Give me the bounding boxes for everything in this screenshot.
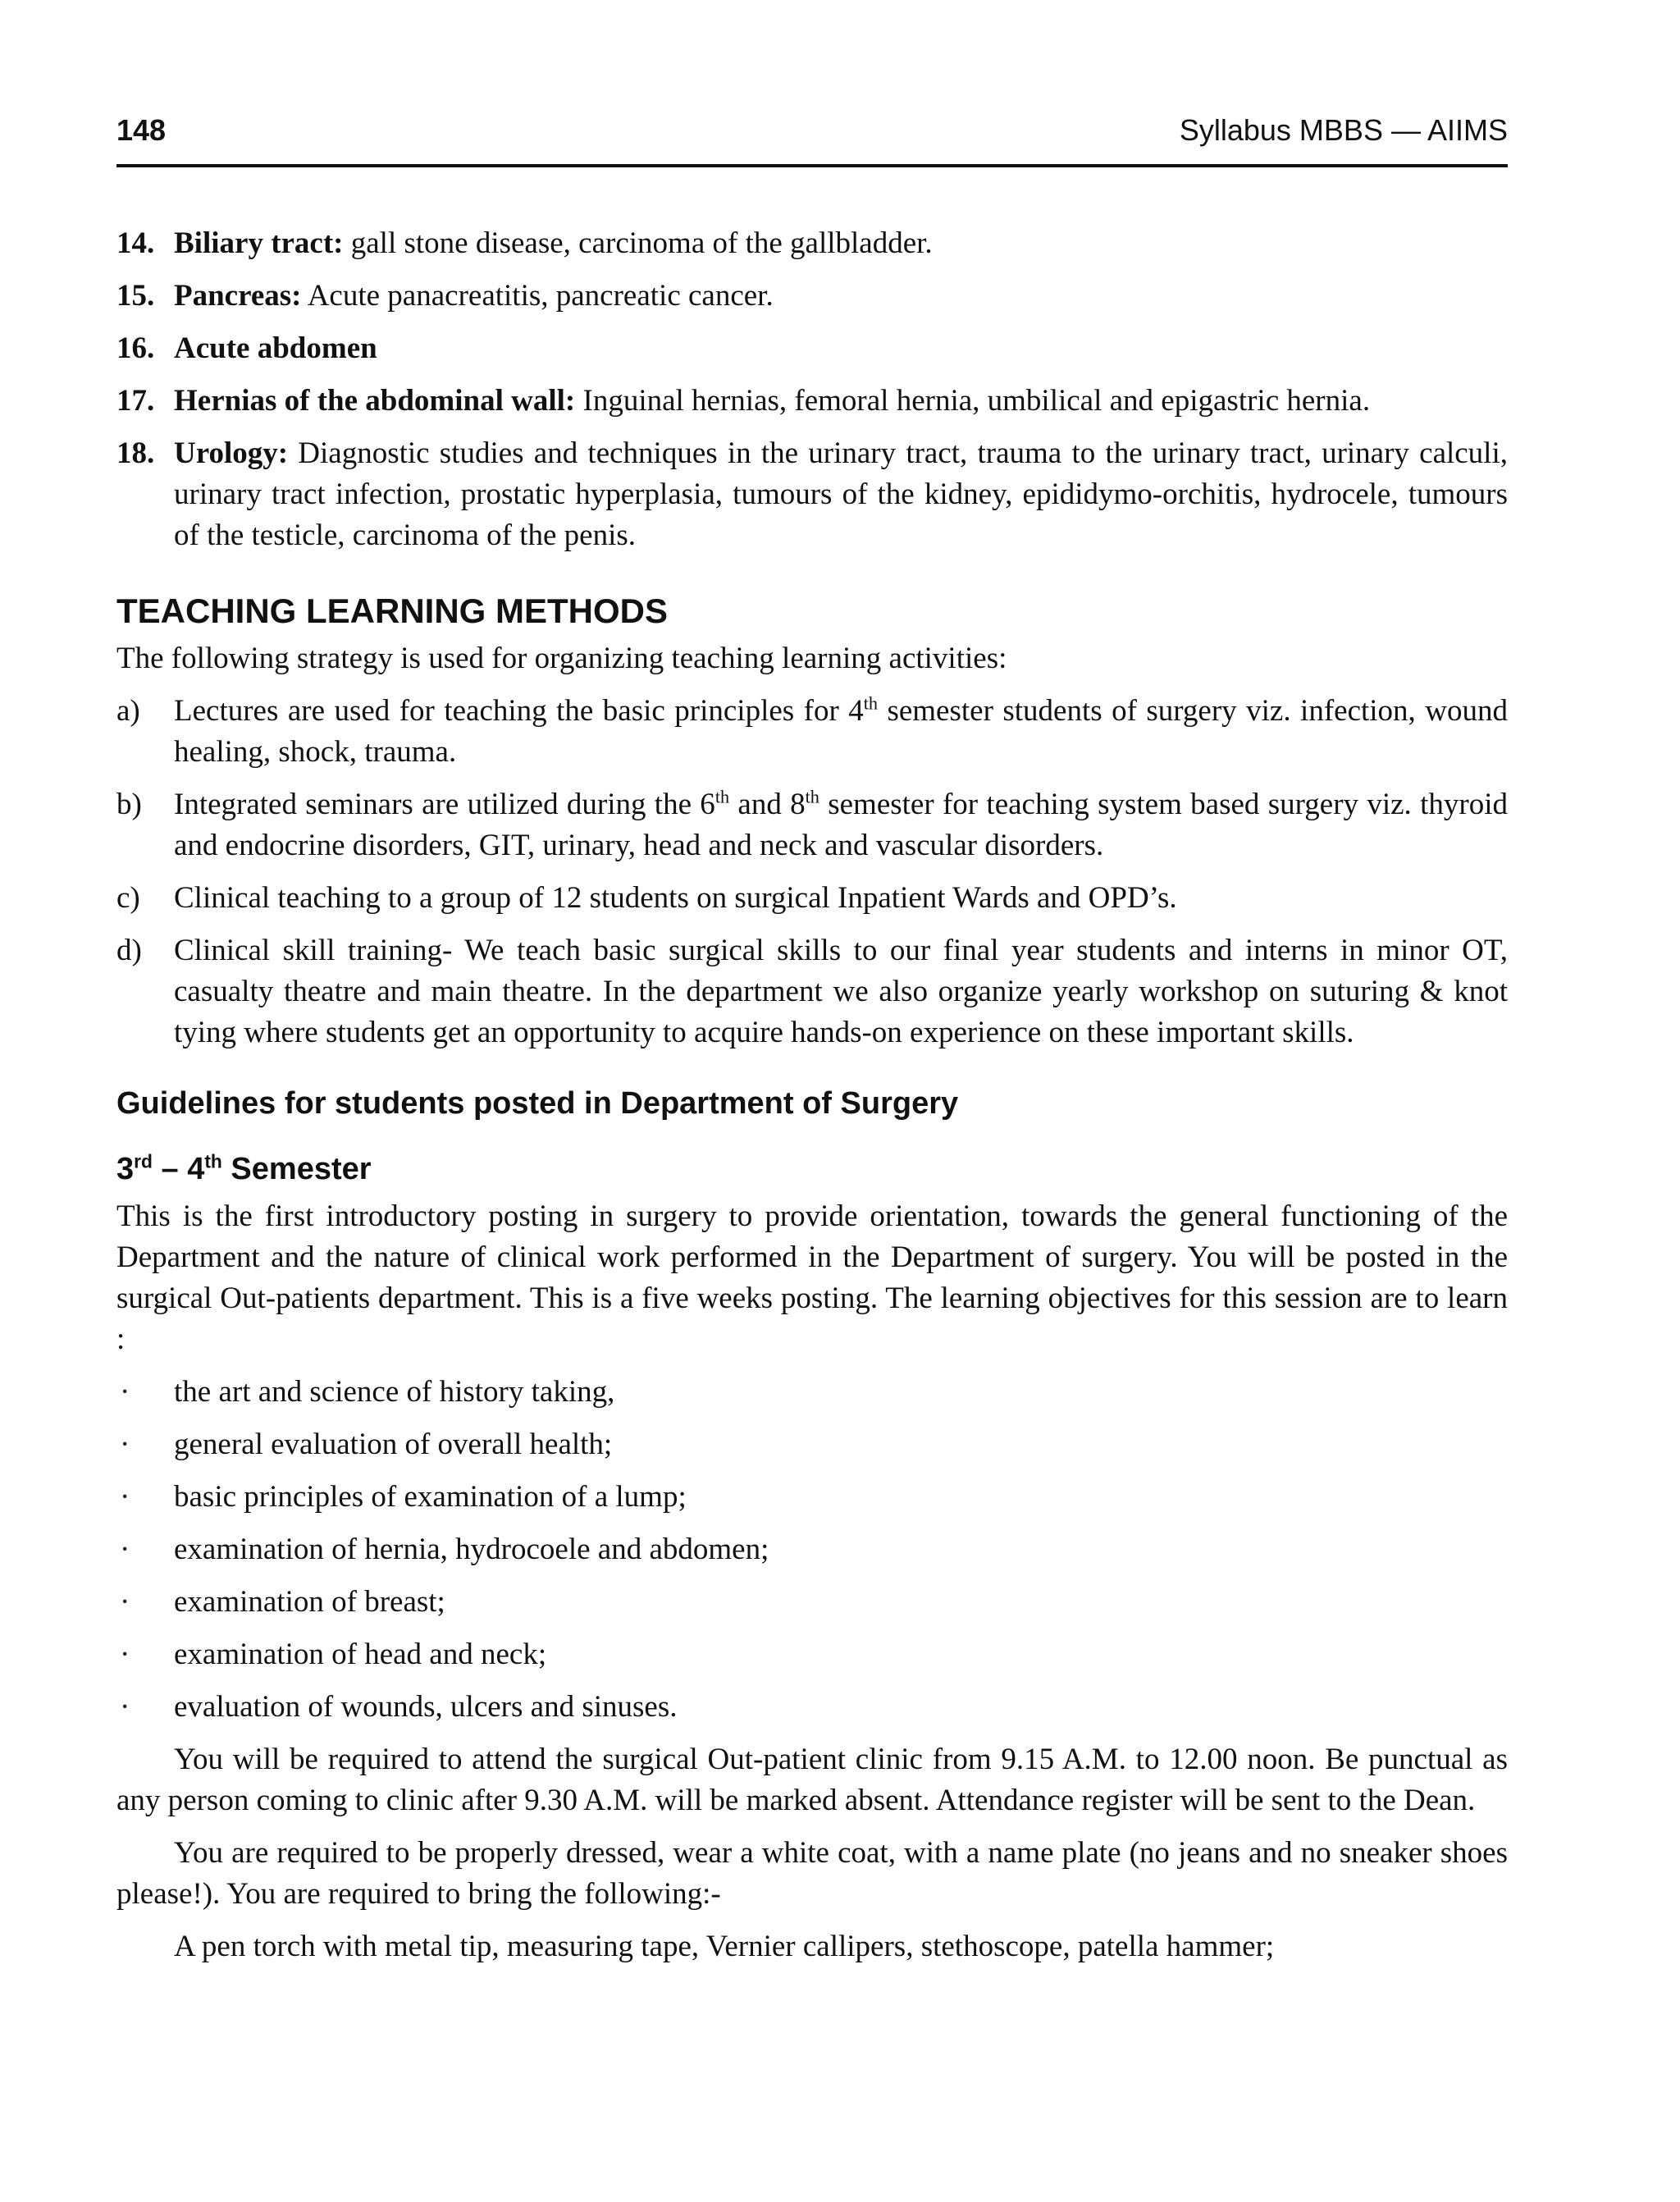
topic-item (116, 381, 1508, 422)
equipment-paragraph: A pen torch with metal tip, measuring tape, Vernier callipers, stethoscope, patella hammer; (174, 1930, 1275, 1963)
semester-number: – 4 (152, 1152, 205, 1186)
item-text: and 8 (729, 788, 806, 821)
bullet-icon: · (120, 1638, 130, 1671)
ordinal-suffix: rd (134, 1150, 153, 1172)
item-marker: a) (116, 694, 140, 728)
teaching-item (116, 691, 1508, 773)
ordinal-suffix: th (863, 692, 878, 714)
guidelines-heading: Guidelines for students posted in Department of Surgery (116, 1086, 959, 1121)
topic-number: 18. (116, 436, 155, 470)
topic-item (116, 328, 1508, 369)
topic-number: 17. (116, 384, 155, 418)
topic-label: Pancreas: (174, 279, 302, 313)
bullet-icon: · (120, 1585, 130, 1619)
ordinal-suffix: th (204, 1150, 222, 1172)
list-item (116, 1424, 1508, 1465)
bullet-icon: · (120, 1428, 130, 1461)
bullet-icon: · (120, 1533, 130, 1566)
topic-label: Acute abdomen (174, 331, 377, 365)
item-text: semester students of surgery viz. infection, wound healing, shock, trauma. (174, 694, 1508, 769)
list-item (116, 1634, 1508, 1675)
topic-label: Biliary tract: (174, 226, 344, 260)
topic-number: 15. (116, 279, 155, 313)
ordinal-suffix: th (805, 786, 819, 807)
running-title: Syllabus MBBS — AIIMS (1179, 113, 1508, 147)
bullet-icon: · (120, 1375, 130, 1409)
list-item-text: evaluation of wounds, ulcers and sinuses. (174, 1690, 678, 1724)
list-item-text: examination of breast; (174, 1585, 445, 1619)
ordinal-suffix: th (714, 786, 730, 807)
item-marker: d) (116, 934, 142, 967)
dress-code-paragraph: You are required to be properly dressed, wear a white coat, with a name plate (no jeans and no sneaker shoes please!). You are required to bring the following:- (116, 1836, 1508, 1911)
list-item (116, 1582, 1508, 1623)
topic-item (116, 223, 1508, 264)
list-item-text: the art and science of history taking, (174, 1375, 615, 1409)
topic-text: Diagnostic studies and techniques in the urinary tract, trauma to the urinary tract, urinary calculi, urinary tract infection, prostatic hyperplasia, tumours of the kidney, epididymo-orchitis, hydrocele, tumours of the testicle, carcinoma of the penis. (174, 436, 1508, 552)
teaching-item (116, 878, 1508, 919)
list-item (116, 1372, 1508, 1413)
teaching-item (116, 784, 1508, 866)
page-content (116, 223, 1508, 1979)
item-text: semester for teaching system based surgery viz. thyroid and endocrine disorders, GIT, urinary, head and neck and vascular disorders. (174, 788, 1508, 862)
teaching-intro: The following strategy is used for organizing teaching learning activities: (116, 642, 1007, 675)
semester-number: 3 (116, 1152, 135, 1186)
topic-item (116, 276, 1508, 317)
item-text: Integrated seminars are utilized during the 6 (174, 788, 715, 821)
list-item-text: examination of head and neck; (174, 1638, 547, 1671)
page-header (116, 108, 1508, 167)
list-item-text: examination of hernia, hydrocoele and abdomen; (174, 1533, 769, 1566)
list-item (116, 1687, 1508, 1728)
item-text: Lectures are used for teaching the basic principles for 4 (174, 694, 864, 728)
item-text: Clinical skill training- We teach basic surgical skills to our final year students and interns in minor OT, casualty theatre and main theatre. In the department we also organize yearly workshop on suturing & knot tying where students get an opportunity to acquire hands-on experience on these important skills. (174, 934, 1508, 1049)
list-item-text: general evaluation of overall health; (174, 1428, 613, 1461)
topic-label: Hernias of the abdominal wall: (174, 384, 576, 418)
bullet-icon: · (120, 1690, 130, 1724)
topic-text: Acute panacreatitis, pancreatic cancer. (301, 279, 774, 313)
item-text: Clinical teaching to a group of 12 students on surgical Inpatient Wards and OPD’s. (174, 881, 1177, 915)
topic-label: Urology: (174, 436, 289, 470)
item-marker: b) (116, 788, 142, 821)
topic-item (116, 433, 1508, 556)
bullet-icon: · (120, 1480, 130, 1514)
list-item (116, 1529, 1508, 1570)
page-number: 148 (116, 113, 167, 147)
topic-text: gall stone disease, carcinoma of the gallbladder. (343, 226, 933, 260)
teaching-item (116, 930, 1508, 1053)
attendance-paragraph: You will be required to attend the surgical Out-patient clinic from 9.15 A.M. to 12.00 noon. Be punctual as any person coming to clinic after 9.30 A.M. will be marked absent. Attendance register will be sent to the Dean. (116, 1743, 1508, 1817)
semester-heading (116, 1149, 1508, 1190)
topic-number: 14. (116, 226, 155, 260)
list-item-text: basic principles of examination of a lump; (174, 1480, 687, 1514)
teaching-methods-heading: TEACHING LEARNING METHODS (116, 592, 668, 630)
semester-word: Semester (221, 1152, 372, 1186)
topic-text: Inguinal hernias, femoral hernia, umbilical and epigastric hernia. (575, 384, 1371, 418)
item-marker: c) (116, 881, 140, 915)
topic-number: 16. (116, 331, 155, 365)
semester-intro: This is the first introductory posting in surgery to provide orientation, towards the general functioning of the Department and the nature of clinical work performed in the Department of surgery. You will be posted in the surgical Out-patients department. This is a five weeks posting. The learning objectives for this session are to learn : (116, 1199, 1508, 1356)
list-item (116, 1477, 1508, 1518)
